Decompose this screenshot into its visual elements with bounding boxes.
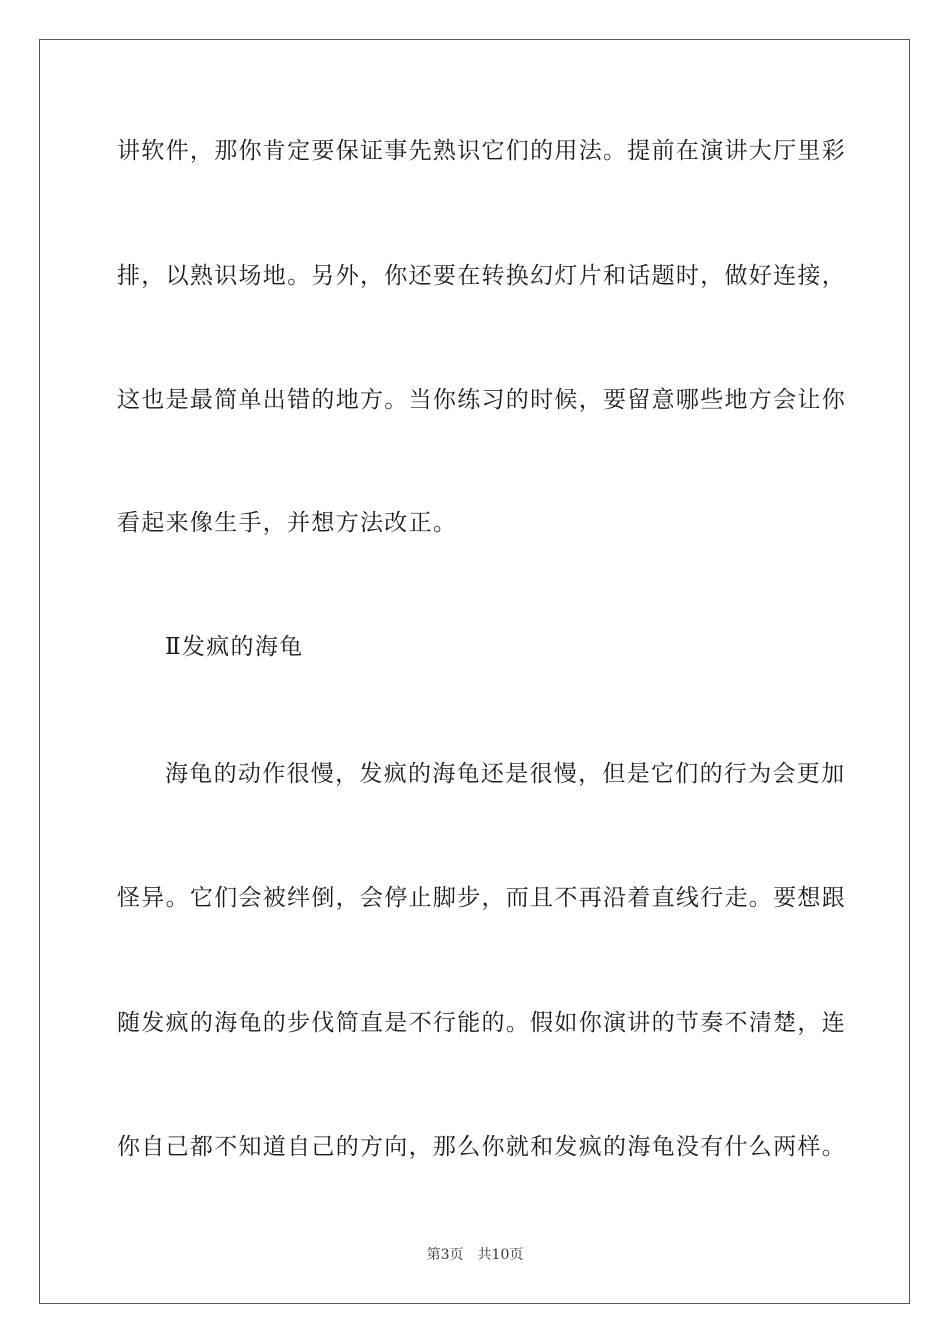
paragraph-line: 随发疯的海龟的步伐简直是不行能的。假如你演讲的节奏不清楚，连: [117, 1010, 846, 1036]
paragraph-line: 讲软件，那你肯定要保证事先熟识它们的用法。提前在演讲大厅里彩: [117, 138, 846, 164]
page-border: [39, 39, 910, 1304]
section-heading: Ⅱ发疯的海龟: [165, 634, 304, 660]
page-footer: [0, 1246, 950, 1264]
page-total: 共10页: [477, 1247, 524, 1263]
paragraph-line: 看起来像生手，并想方法改正。: [117, 510, 458, 536]
page-number: 第3页: [426, 1247, 464, 1263]
paragraph-line: 海龟的动作很慢，发疯的海龟还是很慢，但是它们的行为会更加: [165, 761, 846, 787]
paragraph-line: 怪异。它们会被绊倒，会停止脚步，而且不再沿着直线行走。要想跟: [117, 885, 846, 911]
paragraph-line: 排，以熟识场地。另外，你还要在转换幻灯片和话题时，做好连接，: [117, 263, 846, 289]
paragraph-line: 这也是最简单出错的地方。当你练习的时候，要留意哪些地方会让你: [117, 387, 846, 413]
paragraph-line: 你自己都不知道自己的方向，那么你就和发疯的海龟没有什么两样。: [117, 1134, 846, 1160]
